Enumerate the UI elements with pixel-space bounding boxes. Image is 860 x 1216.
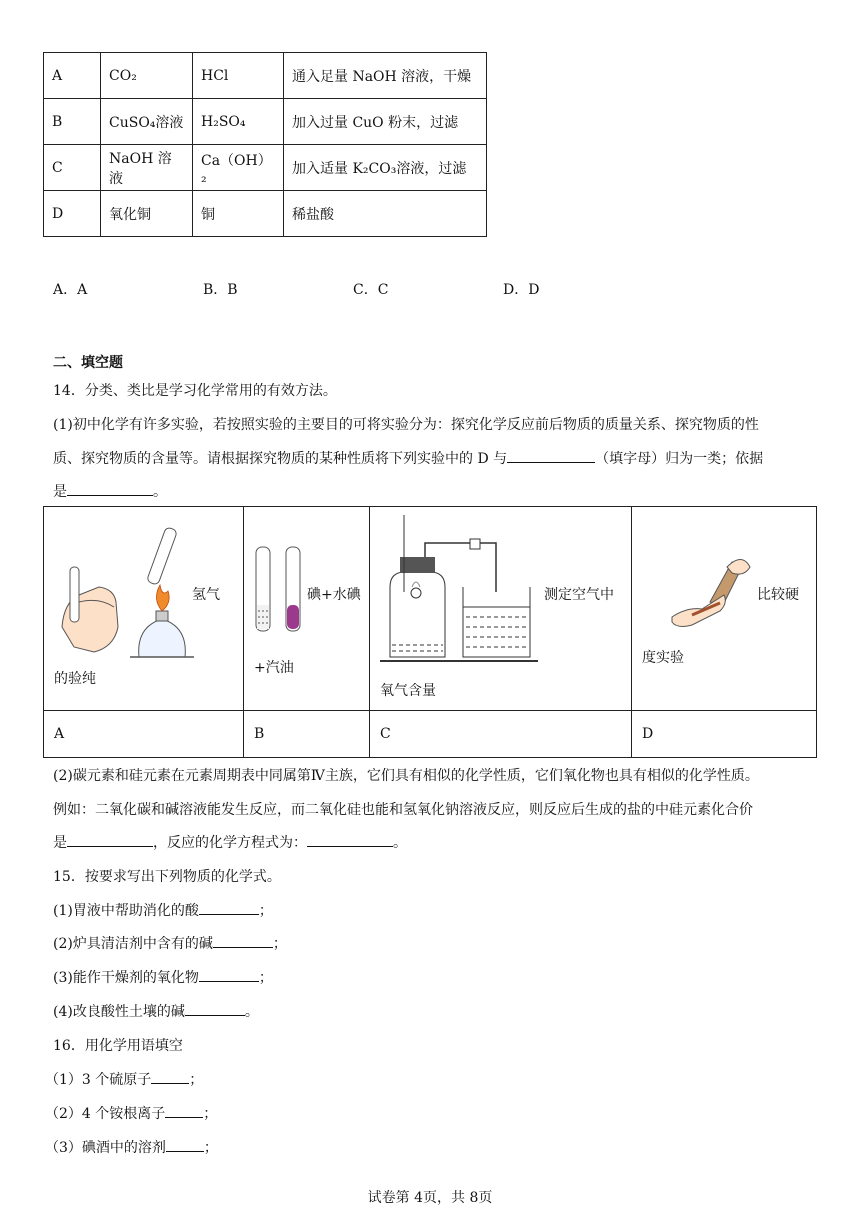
row-letter: D xyxy=(44,191,101,237)
q14-p2-line2: 例如：二氧化碳和碱溶液能发生反应，而二氧化硅也能和氢氧化钠溶液反应，则反应后生成的盐的中硅元素化合价 xyxy=(53,802,753,818)
table-row xyxy=(44,99,487,145)
experiment-c-cell xyxy=(370,507,632,711)
q16-item-3 xyxy=(45,1137,218,1157)
item-text: （3）碘酒中的溶剂 xyxy=(45,1140,166,1156)
answer-blank[interactable] xyxy=(166,1137,204,1152)
answer-blank[interactable] xyxy=(507,448,595,463)
q15-item-3 xyxy=(53,967,273,987)
experiment-c-letter: C xyxy=(370,711,632,758)
answer-blank[interactable] xyxy=(185,1001,245,1016)
q14-p1-line1: (1)初中化学有许多实验，若按照实验的主要目的可将实验分为：探究化学反应前后物质的质量关系、探究物质的性 xyxy=(53,417,759,433)
q15-item-4 xyxy=(53,1001,259,1021)
row-substance: 氧化铜 xyxy=(101,191,193,237)
experiment-d-cell xyxy=(632,507,817,711)
experiment-a-letter: A xyxy=(44,711,244,758)
answer-blank[interactable] xyxy=(165,1103,203,1118)
row-impurity: H₂SO₄ xyxy=(193,99,284,145)
answer-blank[interactable] xyxy=(67,832,153,847)
item-end: ； xyxy=(258,970,273,986)
row-letter: B xyxy=(44,99,101,145)
experiment-c-label-bottom: 氧气含量 xyxy=(380,683,436,699)
choice-b[interactable]: B．B xyxy=(203,282,238,298)
q14-p2-line3a: 是 xyxy=(53,835,67,851)
experiment-b-label-right: 碘+水碘 xyxy=(307,587,361,603)
choice-d[interactable]: D．D xyxy=(503,282,540,298)
q14-stem: 14．分类、类比是学习化学常用的有效方法。 xyxy=(53,383,337,399)
table-row xyxy=(44,53,487,99)
row-substance: NaOH 溶液 xyxy=(101,145,193,191)
experiment-a-label-right: 氢气 xyxy=(192,587,220,603)
experiment-a-cell xyxy=(44,507,244,711)
answer-blank[interactable] xyxy=(199,900,259,915)
item-text: （1）3 个硫原子 xyxy=(45,1072,152,1088)
row-method: 通入足量 NaOH 溶液，干燥 xyxy=(284,53,487,99)
choice-a[interactable]: A．A xyxy=(53,282,88,298)
experiment-d-label-bottom: 度实验 xyxy=(642,650,684,666)
item-end: 。 xyxy=(244,1004,259,1020)
item-text: (3)能作干燥剂的氧化物 xyxy=(53,970,199,986)
q14-p1-line3 xyxy=(53,481,167,501)
row-substance: CO₂ xyxy=(101,53,193,99)
experiment-image-row xyxy=(44,507,817,711)
experiment-b-label-bottom: +汽油 xyxy=(254,660,294,676)
item-end: ； xyxy=(258,903,273,919)
q14-p1-line3b: 。 xyxy=(153,484,167,500)
row-impurity: 铜 xyxy=(193,191,284,237)
item-text: (4)改良酸性土壤的碱 xyxy=(53,1004,185,1020)
q14-p2-line1: (2)碳元素和硅元素在元素周期表中同属第Ⅳ主族，它们具有相似的化学性质，它们氧化物也具有相似的化学性质。 xyxy=(53,768,759,784)
q15-item-1 xyxy=(53,900,273,920)
row-method: 稀盐酸 xyxy=(284,191,487,237)
q14-p1-line2 xyxy=(53,448,763,468)
row-impurity: HCl xyxy=(193,53,284,99)
item-text: （2）4 个铵根离子 xyxy=(45,1106,166,1122)
experiment-d-letter: D xyxy=(632,711,817,758)
row-substance: CuSO₄溶液 xyxy=(101,99,193,145)
experiment-a-label-bottom: 的验纯 xyxy=(54,671,96,687)
option-table xyxy=(43,52,487,237)
answer-blank[interactable] xyxy=(213,933,273,948)
item-end: ； xyxy=(272,936,287,952)
choice-c[interactable]: C．C xyxy=(353,282,389,298)
row-impurity: Ca（OH）₂ xyxy=(193,145,284,191)
answer-blank[interactable] xyxy=(199,967,259,982)
section-title: 二、填空题 xyxy=(53,355,123,371)
answer-blank[interactable] xyxy=(151,1069,189,1084)
hardness-comparison-illustration xyxy=(632,507,816,710)
table-row xyxy=(44,145,487,191)
row-letter: A xyxy=(44,53,101,99)
q14-p2-line3 xyxy=(53,832,407,852)
row-method: 加入过量 CuO 粉末，过滤 xyxy=(284,99,487,145)
iodine-solubility-illustration xyxy=(244,507,369,710)
experiment-table xyxy=(43,506,817,758)
experiment-letter-row xyxy=(44,711,817,758)
q14-p2-line3b: ，反应的化学方程式为： xyxy=(153,835,307,851)
experiment-b-cell xyxy=(244,507,370,711)
item-text: (1)胃液中帮助消化的酸 xyxy=(53,903,199,919)
experiment-d-label-right: 比较硬 xyxy=(757,587,799,603)
row-method: 加入适量 K₂CO₃溶液，过滤 xyxy=(284,145,487,191)
q16-item-2 xyxy=(45,1103,217,1123)
experiment-c-label-right: 测定空气中 xyxy=(544,587,614,603)
q16-item-1 xyxy=(45,1069,203,1089)
q14-p2-line3c: 。 xyxy=(393,835,407,851)
q16-stem: 16．用化学用语填空 xyxy=(53,1038,183,1054)
answer-blank[interactable] xyxy=(67,481,153,496)
table-row xyxy=(44,191,487,237)
q14-p1-line2b: （填字母）归为一类；依据 xyxy=(595,451,764,467)
row-letter: C xyxy=(44,145,101,191)
item-end: ； xyxy=(189,1072,204,1088)
answer-blank[interactable] xyxy=(307,832,393,847)
experiment-b-letter: B xyxy=(244,711,370,758)
item-end: ； xyxy=(203,1106,218,1122)
item-end: ； xyxy=(203,1140,218,1156)
q15-item-2 xyxy=(53,933,287,953)
q14-p1-line2a: 质、探究物质的含量等。请根据探究物质的某种性质将下列实验中的 D 与 xyxy=(53,451,508,467)
q14-p1-line3a: 是 xyxy=(53,484,67,500)
q15-stem: 15．按要求写出下列物质的化学式。 xyxy=(53,869,281,885)
item-text: (2)炉具清洁剂中含有的碱 xyxy=(53,936,213,952)
page-footer: 试卷第 4页，共 8页 xyxy=(367,1190,493,1206)
